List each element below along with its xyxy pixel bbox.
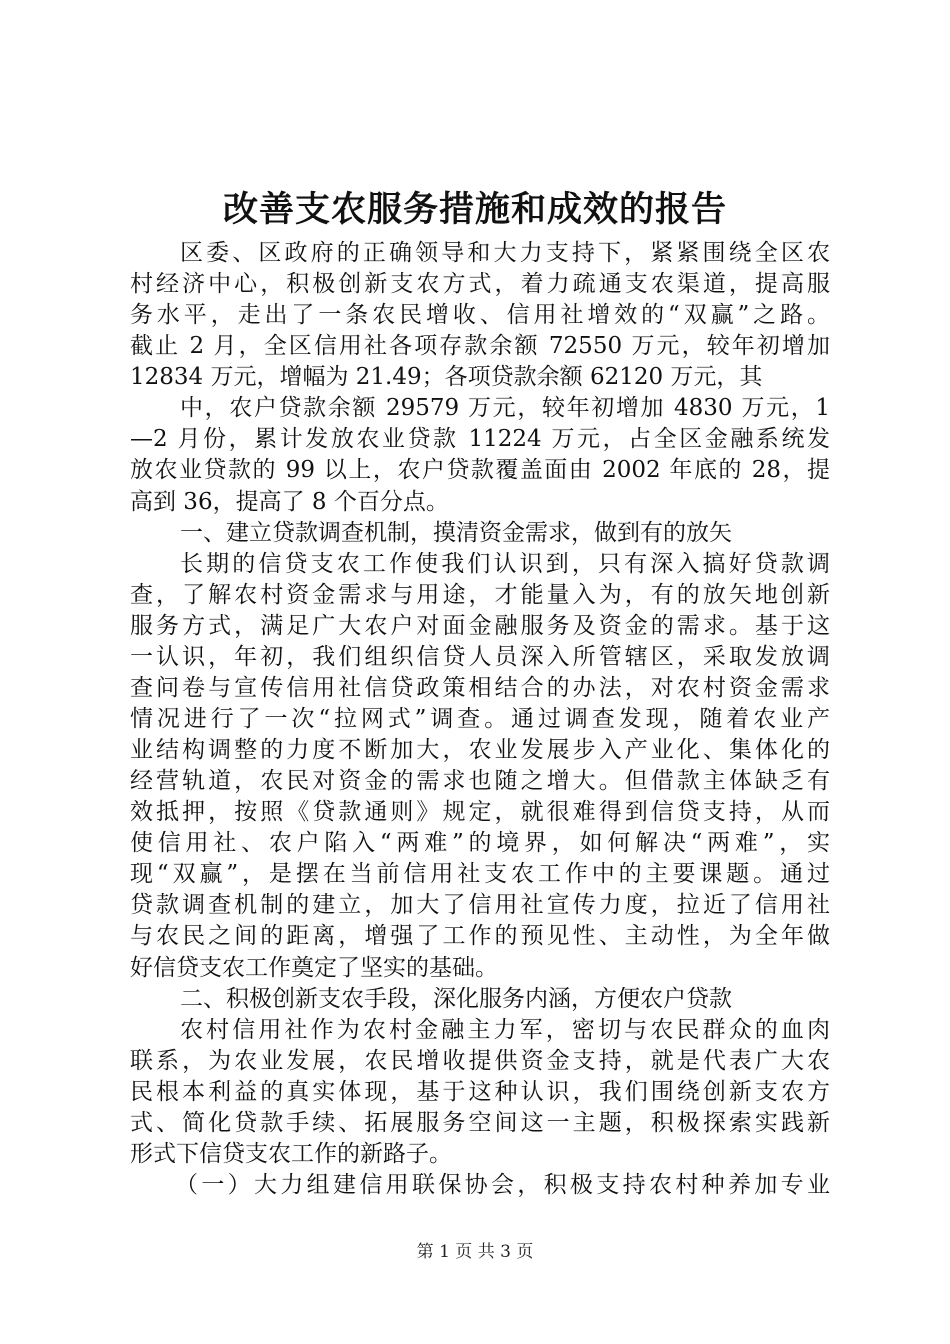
paragraph-line: 业结构调整的力度不断加大，农业发展步入产业化、集体化的 <box>130 737 830 764</box>
subsection-heading: （一）大力组建信用联保协会，积极支持农村种养加专业 <box>175 1172 830 1198</box>
paragraph-line: 形式下信贷支农工作的新路子。 <box>130 1140 452 1167</box>
paragraph-line: 情况进行了一次“拉网式”调查。通过调查发现，随着农业产 <box>130 706 830 732</box>
section-heading: 一、建立贷款调查机制，摸清资金需求，做到有的放矢 <box>180 519 732 546</box>
paragraph-line: —2 月份，累计发放农业贷款 11224 万元，占全区金融系统发 <box>130 426 830 453</box>
paragraph-line: 联系，为农业发展，农民增收提供资金支持，就是代表广大农 <box>130 1047 830 1074</box>
paragraph-line: 截止 2 月，全区信用社各项存款余额 72550 万元，较年初增加 <box>130 333 830 360</box>
paragraph-line: 式、简化贷款手续、拓展服务空间这一主题，积极探索实践新 <box>130 1109 830 1136</box>
paragraph-line: 效抵押，按照《贷款通则》规定，就很难得到信贷支持，从而 <box>130 799 830 826</box>
section-heading: 二、积极创新支农手段，深化服务内涵，方便农户贷款 <box>180 985 732 1012</box>
paragraph-line: 农村信用社作为农村金融主力军，密切与农民群众的血肉 <box>180 1016 830 1043</box>
paragraph-line: 与农民之间的距离，增强了工作的预见性、主动性，为全年做 <box>130 923 830 950</box>
paragraph-line: 好信贷支农工作奠定了坚实的基础。 <box>130 954 498 981</box>
paragraph-line: 现“双赢”，是摆在当前信用社支农工作中的主要课题。通过 <box>130 861 830 888</box>
paragraph-line: 贷款调查机制的建立，加大了信用社宣传力度，拉近了信用社 <box>130 892 830 919</box>
paragraph-line: 中，农户贷款余额 29579 万元，较年初增加 4830 万元，1 <box>180 395 830 422</box>
paragraph-line: 经营轨道，农民对资金的需求也随之增大。但借款主体缺乏有 <box>130 768 830 795</box>
paragraph-line: 民根本利益的真实体现，基于这种认识，我们围绕创新支农方 <box>130 1078 830 1105</box>
paragraph-line: 高到 36，提高了 8 个百分点。 <box>130 488 449 515</box>
paragraph-line: 放农业贷款的 99 以上，农户贷款覆盖面由 2002 年底的 28，提 <box>130 457 830 484</box>
document-title: 改善支农服务措施和成效的报告 <box>222 189 727 230</box>
paragraph-line: 务水平，走出了一条农民增收、信用社增效的“双赢”之路。 <box>130 302 830 329</box>
paragraph-line: 村经济中心，积极创新支农方式，着力疏通支农渠道，提高服 <box>130 271 830 298</box>
paragraph-line: 12834 万元，增幅为 21.49；各项贷款余额 62120 万元，其 <box>130 364 763 391</box>
paragraph-line: 查，了解农村资金需求与用途，才能量入为，有的放矢地创新 <box>130 581 830 608</box>
paragraph-line: 查问卷与宣传信用社信贷政策相结合的办法，对农村资金需求 <box>130 674 830 701</box>
paragraph-line: 一认识，年初，我们组织信贷人员深入所管辖区，采取发放调 <box>130 643 830 670</box>
paragraph-line: 使信用社、农户陷入“两难”的境界，如何解决“两难”，实 <box>130 830 830 857</box>
paragraph-line: 区委、区政府的正确领导和大力支持下，紧紧围绕全区农 <box>180 240 830 266</box>
paragraph-line: 服务方式，满足广大农户对面金融服务及资金的需求。基于这 <box>130 612 830 639</box>
page-footer: 第 1 页 共 3 页 <box>416 1242 534 1262</box>
paragraph-line: 长期的信贷支农工作使我们认识到，只有深入搞好贷款调 <box>180 550 830 577</box>
